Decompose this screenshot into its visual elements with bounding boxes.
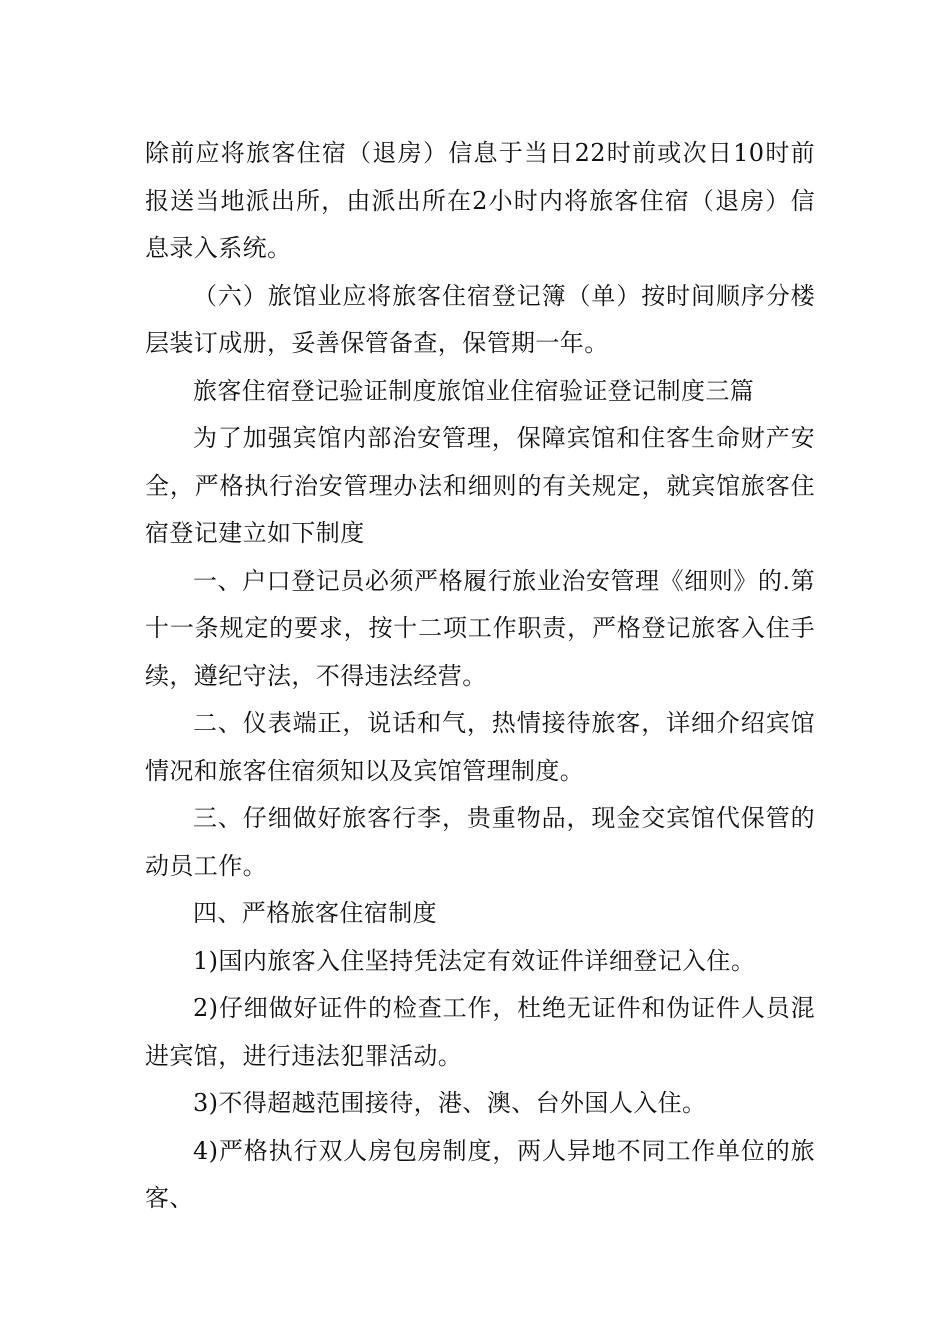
paragraph-heading: 旅客住宿登记验证制度旅馆业住宿验证登记制度三篇	[193, 376, 755, 405]
paragraph: 三、仔细做好旅客行李，贵重物品，现金交宾馆代保管的动员工作。	[145, 804, 815, 880]
paragraph: 二、仪表端正，说话和气，热情接待旅客，详细介绍宾馆情况和旅客住宿须知以及宾馆管理制度。	[145, 709, 815, 785]
list-item: 3)不得超越范围接待，港、澳、台外国人入住。	[193, 1089, 707, 1117]
paragraph: 一、户口登记员必须严格履行旅业治安管理《细则》的.第十一条规定的要求，按十二项工作职责，严格登记旅客入住手续，遵纪守法，不得违法经营。	[145, 566, 815, 690]
paragraph: 四、严格旅客住宿制度	[193, 899, 437, 927]
paragraph: （六）旅馆业应将旅客住宿登记簿（单）按时间顺序分楼层装订成册，妥善保管备查，保管期一年。	[145, 281, 815, 357]
paragraph: 为了加强宾馆内部治安管理，保障宾馆和住客生命财产安全，严格执行治安管理办法和细则的有关规定，就宾馆旅客住宿登记建立如下制度	[145, 424, 815, 547]
list-item: 1)国内旅客入住坚持凭法定有效证件详细登记入住。	[193, 946, 756, 975]
list-item: 4)严格执行双人房包房制度，两人异地不同工作单位的旅客、	[145, 1136, 815, 1212]
list-item: 2)仔细做好证件的检查工作，杜绝无证件和伪证件人员混进宾馆，进行违法犯罪活动。	[145, 994, 815, 1070]
document-body	[145, 130, 815, 1223]
paragraph: 除前应将旅客住宿（退房）信息于当日22时前或次日10时前报送当地派出所，由派出所在2小时内将旅客住宿（退房）信息录入系统。	[145, 139, 815, 262]
